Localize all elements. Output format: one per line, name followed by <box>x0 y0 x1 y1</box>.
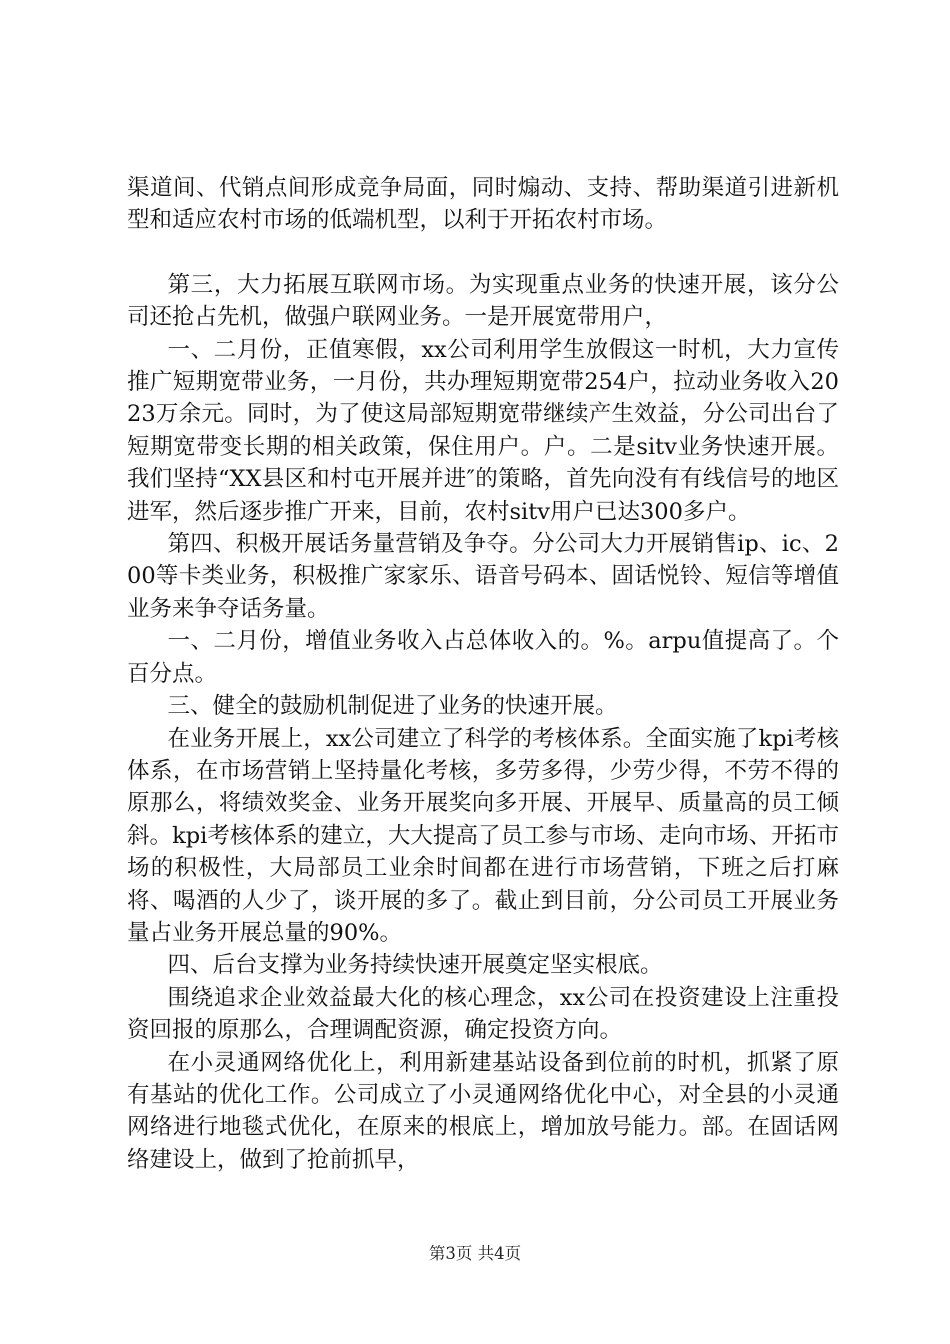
paragraph-fourth-traffic-marketing: 第四、积极开展话务量营销及争夺。分公司大力开展销售ip、ic、200等卡类业务，积极推广家家乐、语音号码本、固话悦铃、短信等增值业务来争夺话务量。 <box>127 531 839 622</box>
document-body <box>127 172 839 1176</box>
paragraph-kpi-assessment: 在业务开展上，xx公司建立了科学的考核体系。全面实施了kpi考核体系，在市场营销上坚持量化考核，多劳多得，少劳少得，不劳不得的原那么，将绩效奖金、业务开展奖向多开展、开展早、质量高的员工倾斜。kpi考核体系的建立，大大提高了员工参与市场、走向市场、开拓市场的积极性，大局部员工业余时间都在进行市场营销，下班之后打麻将、喝酒的人少了，谈开展的多了。截止到目前，分公司员工开展业务量占业务开展总量的90%。 <box>127 725 839 946</box>
paragraph-heading-backend-support: 四、后台支撑为业务持续快速开展奠定坚实根底。 <box>167 952 663 979</box>
paragraph-third-internet-market: 第三，大力拓展互联网市场。为实现重点业务的快速开展，该分公司还抢占先机，做强户联网业务。一是开展宽带用户， <box>127 271 839 331</box>
paragraph-continuation: 渠道间、代销点间形成竞争局面，同时煽动、支持、帮助渠道引进新机型和适应农村市场的低端机型，以利于开拓农村市场。 <box>127 175 839 234</box>
paragraph-broadband-promotion: 一、二月份，正值寒假，xx公司利用学生放假这一时机，大力宣传推广短期宽带业务，一月份，共办理短期宽带254户，拉动业务收入2023万余元。同时，为了使这局部短期宽带继续产生效益，分公司出台了短期宽带变长期的相关政策，保住用户。户。二是sitv业务快速开展。我们坚持“XX县区和村屯开展并进″的策略，首先向没有有线信号的地区进军，然后逐步推广开来，目前，农村sitv用户已达300多户。 <box>127 336 839 525</box>
paragraph-investment-return: 围绕追求企业效益最大化的核心理念，xx公司在投资建设上注重投资回报的原那么，合理调配资源，确定投资方向。 <box>127 984 839 1044</box>
page-number-footer: 第3页 共4页 <box>428 1244 522 1263</box>
paragraph-heading-incentive: 三、健全的鼓励机制促进了业务的快速开展。 <box>167 693 618 720</box>
paragraph-value-added-revenue: 一、二月份，增值业务收入占总体收入的。%。arpu值提高了。个百分点。 <box>127 628 839 687</box>
paragraph-network-optimization: 在小灵通网络优化上，利用新建基站设备到位前的时机，抓紧了原有基站的优化工作。公司成立了小灵通网络优化中心，对全县的小灵通网络进行地毯式优化，在原来的根底上，增加放号能力。部。在固话网络建设上，做到了抢前抓早， <box>127 1049 839 1173</box>
